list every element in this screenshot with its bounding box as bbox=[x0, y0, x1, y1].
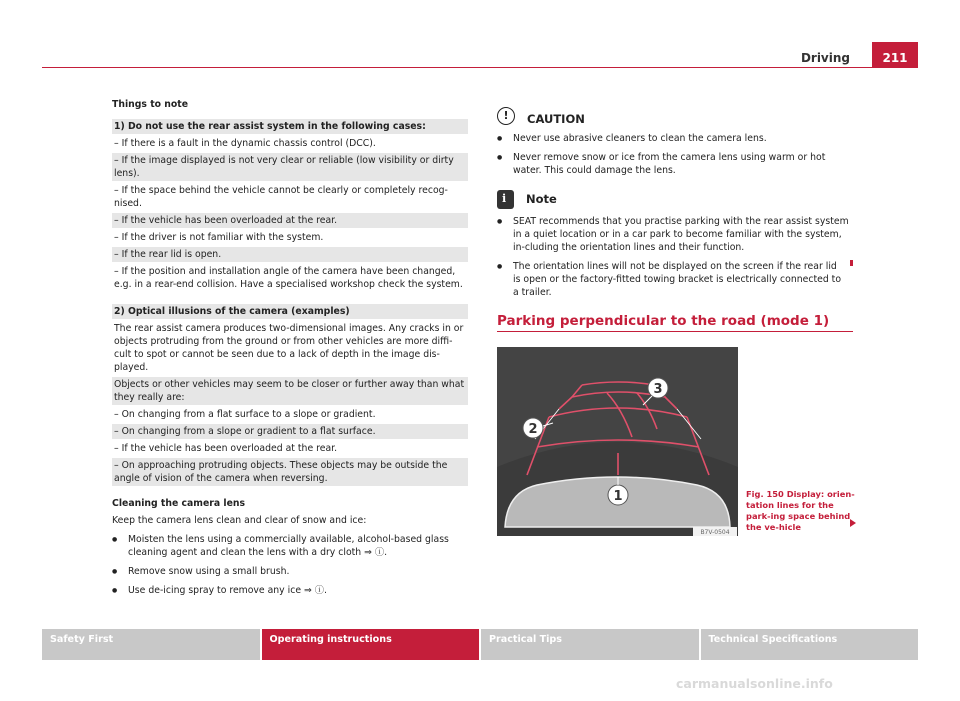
orientation-lines-illustration bbox=[497, 347, 738, 536]
table-row: – If the space behind the vehicle cannot be clearly or completely recog-nised. bbox=[114, 185, 448, 209]
footer-tab[interactable]: Technical Specifications bbox=[701, 629, 919, 660]
list-item-text: Never use abrasive cleaners to clean the camera lens. bbox=[513, 133, 767, 144]
list-item bbox=[112, 584, 468, 597]
list-item bbox=[497, 260, 853, 299]
table-row: – If the vehicle has been overloaded at the rear. bbox=[114, 443, 338, 454]
table-row: – If the position and installation angle of the camera have been changed, e.g. in a rear-end collision. Have a specialised workshop check the system. bbox=[114, 266, 463, 290]
section-title: Parking perpendicular to the road (mode 1) bbox=[497, 313, 830, 329]
list-item bbox=[497, 132, 853, 145]
page-number: 211 bbox=[872, 42, 918, 68]
bullet-icon: ● bbox=[497, 218, 503, 225]
things-to-note-heading: Things to note bbox=[112, 99, 189, 110]
table-row: – If the driver is not familiar with the system. bbox=[114, 232, 324, 243]
caution-icon: ! bbox=[497, 107, 515, 125]
table-row: Objects or other vehicles may seem to be closer or further away than what they really are: bbox=[112, 377, 468, 405]
callout-label-3: 3 bbox=[653, 382, 663, 397]
list-item-text: Moisten the lens using a commercially available, alcohol-based glass cleaning agent and clean the lens with a dry cloth ⇒ ⓘ. bbox=[128, 534, 449, 558]
table-row: – If there is a fault in the dynamic chassis control (DCC). bbox=[114, 138, 376, 149]
list-item bbox=[112, 533, 468, 559]
bullet-icon: ● bbox=[112, 587, 118, 594]
note-title: Note bbox=[526, 191, 557, 206]
figure-code: B7V-0504 bbox=[700, 529, 730, 536]
table-row: – On changing from a slope or gradient to a flat surface. bbox=[112, 424, 468, 439]
callout-label-1: 1 bbox=[613, 489, 623, 504]
cleaning-bullets bbox=[112, 533, 468, 597]
note-header bbox=[497, 189, 853, 209]
list-item-text: Never remove snow or ice from the camera lens using warm or hot water. This could damage the lens. bbox=[513, 152, 826, 176]
footer-tab[interactable]: Operating instructions bbox=[262, 629, 480, 660]
caution-bullets bbox=[497, 132, 853, 177]
bullet-icon: ● bbox=[112, 568, 118, 575]
table-row: The rear assist camera produces two-dimensional images. Any cracks in or objects protruding from the ground or from other vehicles are more diffi-cult to spot or cannot be seen due to a lack of depth in the image dis-played. bbox=[114, 323, 464, 373]
header-divider bbox=[42, 67, 918, 68]
info-note-icon bbox=[497, 190, 514, 209]
list-item-text: SEAT recommends that you practise parking with the rear assist system in a quiet location or in a car park to become familiar with the system, in-cluding the orientation lines and their function. bbox=[513, 216, 849, 253]
bullet-icon: ● bbox=[112, 536, 118, 543]
list-item bbox=[112, 565, 468, 578]
footer-tab[interactable]: Practical Tips bbox=[481, 629, 699, 660]
bullet-icon: ● bbox=[497, 263, 503, 270]
callout-label-2: 2 bbox=[528, 422, 538, 437]
end-of-section-icon bbox=[850, 260, 853, 266]
footer-tab[interactable]: Safety First bbox=[42, 629, 260, 660]
bullet-icon: ● bbox=[497, 154, 503, 161]
caution-header bbox=[497, 106, 853, 126]
table-row: – On changing from a flat surface to a slope or gradient. bbox=[114, 409, 376, 420]
table-row: – If the image displayed is not very clear or reliable (low visibility or dirty lens). bbox=[112, 153, 468, 181]
continue-arrow-icon bbox=[850, 519, 856, 527]
watermark: carmanualsonline.info bbox=[676, 676, 833, 691]
page-header-title: Driving bbox=[800, 51, 850, 65]
list-item bbox=[497, 151, 853, 177]
table-row: 1) Do not use the rear assist system in the following cases: bbox=[112, 119, 468, 134]
section-divider bbox=[497, 331, 853, 332]
footer-nav bbox=[42, 629, 918, 660]
table-row: – If the rear lid is open. bbox=[112, 247, 468, 262]
right-column bbox=[497, 106, 853, 299]
table-row: – On approaching protruding objects. These objects may be outside the angle of vision of the camera when reversing. bbox=[112, 458, 468, 486]
note-bullets bbox=[497, 215, 853, 299]
restrictions-table bbox=[112, 119, 468, 292]
cleaning-title: Cleaning the camera lens bbox=[112, 498, 246, 509]
bullet-icon: ● bbox=[497, 135, 503, 142]
rear-camera-figure bbox=[497, 347, 738, 536]
left-column bbox=[112, 98, 468, 597]
table-row: 2) Optical illusions of the camera (examples) bbox=[112, 304, 468, 319]
list-item bbox=[497, 215, 853, 254]
cleaning-intro: Keep the camera lens clean and clear of snow and ice: bbox=[112, 515, 367, 526]
caution-title: CAUTION bbox=[527, 111, 585, 126]
optical-illusions-table bbox=[112, 304, 468, 486]
list-item-text: The orientation lines will not be displayed on the screen if the rear lid is open or the factory-fitted towing bracket is electrically connected to a trailer. bbox=[513, 261, 842, 298]
list-item-text: Use de-icing spray to remove any ice ⇒ ⓘ. bbox=[128, 585, 328, 596]
figure-caption: Fig. 150 Display: orien-tation lines for the park-ing space behind the ve-hicle bbox=[746, 489, 855, 532]
list-item-text: Remove snow using a small brush. bbox=[128, 566, 290, 577]
table-row: – If the vehicle has been overloaded at the rear. bbox=[112, 213, 468, 228]
